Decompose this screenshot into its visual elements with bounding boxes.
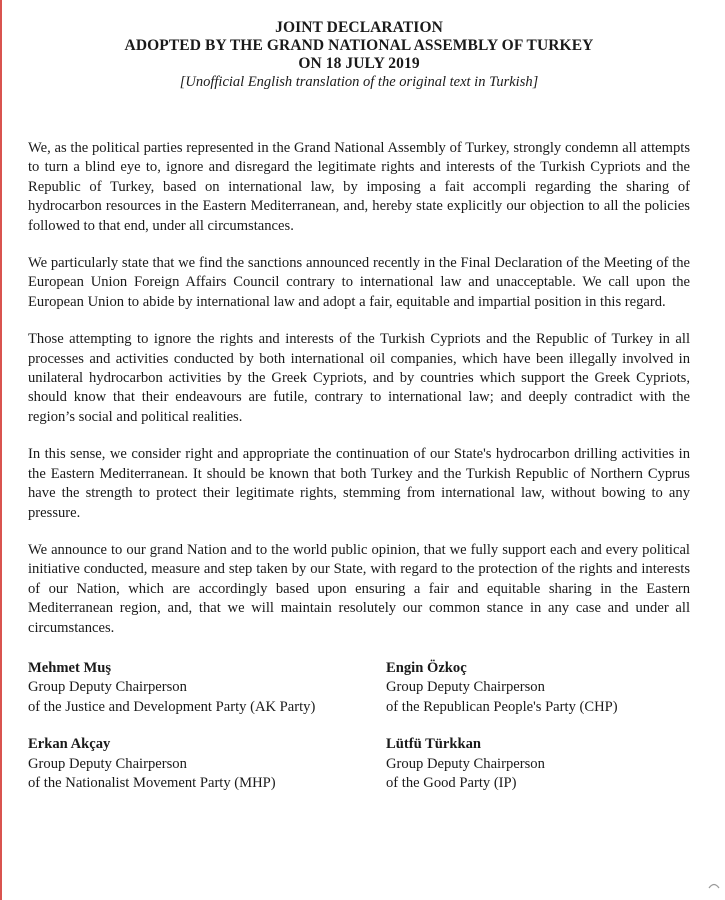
signatory-role: Group Deputy Chairperson <box>28 679 187 696</box>
signatory-block <box>386 659 690 717</box>
signatory-party: of the Good Party (IP) <box>386 774 517 791</box>
title-line-1: JOINT DECLARATION <box>275 19 443 36</box>
signatory-party: of the Justice and Development Party (AK Party) <box>28 698 316 715</box>
left-margin-rule <box>0 0 2 900</box>
title-line-2: ADOPTED BY THE GRAND NATIONAL ASSEMBLY OF TURKEY <box>124 37 594 54</box>
signatory-block <box>28 735 386 793</box>
title-line-3: ON 18 JULY 2019 <box>298 55 420 72</box>
translation-note: [Unofficial English translation of the original text in Turkish] <box>179 74 539 90</box>
paragraph-5: We announce to our grand Nation and to the world public opinion, that we fully support each and every political initiative conducted, measure and step taken by our State, with regard to the protection of the rights and interests of our Nation, which are accordingly based upon ensuring a fair and equitable sharing in the Eastern Mediterranean region, and, that we will maintain resolutely our common stance in any case and under all circumstances. <box>28 541 690 636</box>
signatory-role: Group Deputy Chairperson <box>386 679 545 696</box>
signatory-role: Group Deputy Chairperson <box>28 755 187 772</box>
signatory-name: Erkan Akçay <box>28 736 111 753</box>
signatory-block <box>28 659 386 717</box>
signatory-name: Lütfü Türkkan <box>386 736 482 753</box>
document-header <box>28 19 690 91</box>
signatory-name: Engin Özkoç <box>386 659 467 676</box>
paragraph-2: We particularly state that we find the sanctions announced recently in the Final Declaration of the Meeting of the European Union Foreign Affairs Council contrary to international law and unacceptable. We call upon the European Union to abide by international law and adopt a fair, equitable and impartial position in this regard. <box>28 255 690 310</box>
paragraph-4: In this sense, we consider right and appropriate the continuation of our State's hydrocarbon drilling activities in the Eastern Mediterranean. It should be known that both Turkey and the Turkish Republic of Northern Cyprus have the strength to protect their legitimate rights, stemming from international law, without bowing to any pressure. <box>28 446 690 521</box>
signatory-party: of the Nationalist Movement Party (MHP) <box>28 774 276 791</box>
page-curl-icon <box>707 878 721 892</box>
signatory-block <box>386 735 690 793</box>
signatory-name: Mehmet Muş <box>28 659 112 676</box>
paragraph-1: We, as the political parties represented in the Grand National Assembly of Turkey, strongly condemn all attempts to turn a blind eye to, ignore and disregard the legitimate rights and interests of the Turkish Cypriots and the Republic of Turkey, based on international law, by imposing a fait accompli regarding the sharing of hydrocarbon resources in the Eastern Mediterranean, and, hereby state explicitly our objection to all the policies followed to that end, under all circumstances. <box>28 140 690 234</box>
declaration-body <box>28 139 690 638</box>
document-page <box>28 0 690 793</box>
signatory-party: of the Republican People's Party (CHP) <box>386 698 618 715</box>
signatories <box>28 659 690 793</box>
signatory-role: Group Deputy Chairperson <box>386 755 545 772</box>
paragraph-3: Those attempting to ignore the rights and interests of the Turkish Cypriots and the Republic of Turkey in all processes and activities conducted by both international oil companies, which have been illegally involved in unilateral hydrocarbon activities by the Greek Cypriots, and by countries which support the Greek Cypriots, should know that their endeavours are futile, contrary to international law; and deeply contradict with the region’s social and political realities. <box>28 331 690 425</box>
